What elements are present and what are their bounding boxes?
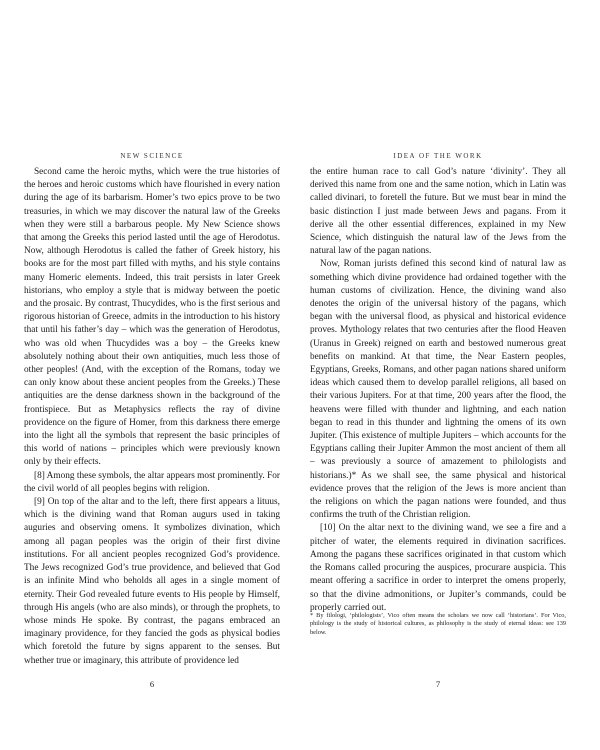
page-number-left: 6 xyxy=(149,679,155,689)
left-page-body xyxy=(24,166,280,668)
running-head-left: NEW SCIENCE xyxy=(120,152,184,160)
paragraph-heroic-myths: Second came the heroic myths, which were the true histories of the heroes and heroic customs which have flourished in every nation during the age of its barbarism. Homer’s two epics prove to be two treasuries, in which we may discover the natural law of the Greeks when they were still a barbarous people. My New Science shows that among the Greeks this period lasted until the age of Herodotus. Now, although Herodotus is called the father of Greek history, his books are for the most part filled with myths, and his style contains many Homeric elements. Indeed, this trait persists in later Greek historians, who employ a style that is midway between the poetic and the prosaic. By contrast, Thucydides, who is the first serious and rigorous historian of Greece, admits in the introduction to his history that until his father’s day – which was the generation of Herodotus, who was old when Thucydides was a boy – the Greeks knew absolutely nothing about their own antiquities, much less those of other peoples! (And, with the exception of the Romans, today we can only know about these ancient peoples from the Greeks.) These antiquities are the dense darkness shown in the background of the frontispiece. But as Metaphysics reflects the ray of divine providence on the figure of Homer, from this darkness there emerge into the light all the symbols that represent the basic principles of this world of nations – principles which were previously known only by their effects. xyxy=(24,167,280,468)
footnote-philologists: * By filologi, ‘philologists’, Vico often means the scholars we now call ‘historians’. For Vico, philology is the study of historical cultures, as philosophy is the study of eternal ideas: see 139 below. xyxy=(310,612,566,636)
paragraph-9-lituus: [9] On top of the altar and to the left, there first appears a lituus, which is the divining wand that Roman augurs used in taking auguries and observing omens. It symbolizes divination, which among all pagan peoples was the origin of their first divine institutions. For all ancient peoples recognized God’s providence. The Jews recognized God’s true providence, and believed that God is an infinite Mind who beholds all ages in a single moment of eternity. Their God revealed future events to His people by Himself, through His angels (who are also minds), or through the prophets, to whose minds He spoke. By contrast, the pagans embraced an imaginary providence, for they fancied the gods as physical bodies which foretold the future by signs apparent to the senses. But whether true or imaginary, this attribute of providence led xyxy=(24,497,280,666)
running-head-right: IDEA OF THE WORK xyxy=(393,152,483,160)
right-page-body xyxy=(310,166,566,615)
paragraph-8-altar: [8] Among these symbols, the altar appears most prominently. For the civil world of all peoples begins with religion. xyxy=(24,470,280,494)
left-page xyxy=(24,0,280,750)
page-number-right: 7 xyxy=(435,679,441,689)
paragraph-roman-jurists: Now, Roman jurists defined this second kind of natural law as something which divine providence had ordained together with the human customs of civilization. Hence, the divining wand also denotes the origin of the universal history of the pagans, which began with the universal flood, as physical and historical evidence proves. Mythology relates that two centuries after the flood Heaven (Uranus in Greek) reigned on earth and bestowed numerous great benefits on mankind. At that time, the Near Eastern peoples, Egyptians, Greeks, Romans, and other pagan nations shared uniform ideas which caused them to develop parallel religions, all based on their various Jupiters. For at that time, 200 years after the flood, the heavens were filled with thunder and lightning, and each nation began to read in this thunder and lightning the omens of its own Jupiter. (This existence of multiple Jupiters – which accounts for the Egyptians calling their Jupiter Ammon the most ancient of them all – was previously a source of amazement to philologists and historians.)* As we shall see, the same physical and historical evidence proves that the religion of the Jews is more ancient than the religions on which the pagan nations were founded, and thus confirms the truth of the Christian religion. xyxy=(310,259,566,521)
paragraph-10-fire-water: [10] On the altar next to the divining wand, we see a fire and a pitcher of water, the elements required in divination sacrifices. Among the pagans these sacrifices originated in that custom which the Romans called procuring the auspices, procurare auspicia. This meant offering a sacrifice in order to interpret the omens properly, so that the divine admonitions, or Jupiter’s commands, could be properly carried out. xyxy=(310,523,566,613)
right-page xyxy=(310,0,566,750)
paragraph-divinity-continued: the entire human race to call God’s nature ‘divinity’. They all derived this name from one and the same notion, which in Latin was called divinari, to foretell the future. But we must bear in mind the basic distinction I just made between Jews and pagans. From it derive all the other essential differences, explained in my New Science, which distinguish the natural law of the Jews from the natural law of the pagan nations. xyxy=(310,167,566,257)
